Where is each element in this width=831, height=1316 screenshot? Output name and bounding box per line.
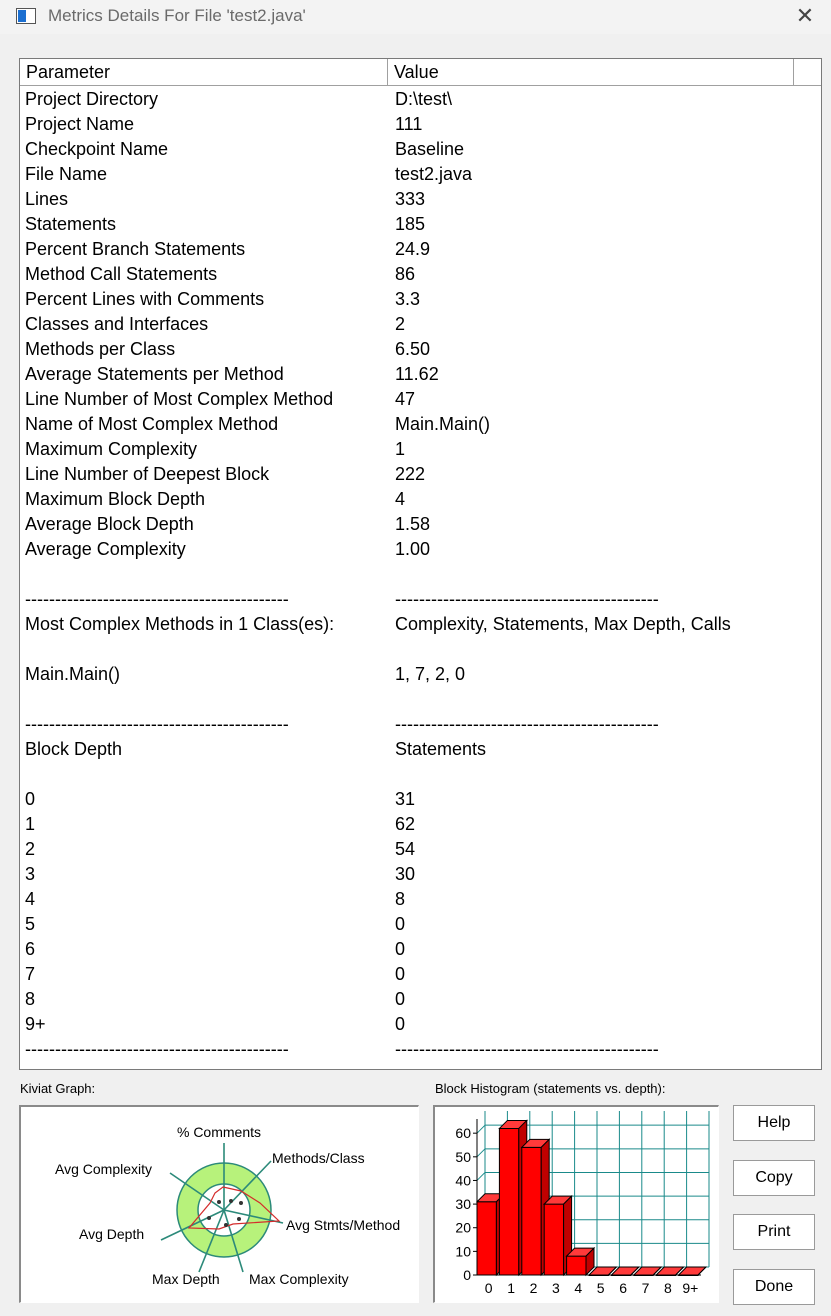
parameter-cell: File Name xyxy=(25,164,108,184)
parameter-cell: 4 xyxy=(25,889,36,909)
parameter-cell: Classes and Interfaces xyxy=(25,314,209,334)
value-cell: 86 xyxy=(395,264,416,284)
parameter-cell: Name of Most Complex Method xyxy=(25,414,279,434)
value-cell: 47 xyxy=(395,389,416,409)
x-tick-label: 8 xyxy=(664,1280,672,1296)
parameter-cell: Average Complexity xyxy=(25,539,186,559)
parameter-cell: 1 xyxy=(25,814,36,834)
y-tick-label: 30 xyxy=(455,1196,471,1213)
value-cell: 111 xyxy=(395,114,423,134)
value-cell: Statements xyxy=(395,739,487,759)
value-cell: 1, 7, 2, 0 xyxy=(395,664,466,684)
parameter-cell: Average Block Depth xyxy=(25,514,194,534)
close-icon[interactable]: ✕ xyxy=(795,3,815,28)
y-tick-label: 50 xyxy=(455,1148,471,1165)
kiviat-axis-max-depth: Max Depth xyxy=(152,1271,220,1287)
parameter-cell: Percent Branch Statements xyxy=(25,239,246,259)
kiviat-label: Kiviat Graph: xyxy=(20,1081,96,1096)
copy-button[interactable]: Copy xyxy=(733,1160,815,1196)
help-button[interactable]: Help xyxy=(733,1105,815,1141)
value-cell: 24.9 xyxy=(395,239,431,259)
metrics-list[interactable] xyxy=(19,58,822,1070)
value-cell: 2 xyxy=(395,314,406,334)
value-cell: D:\test\ xyxy=(395,89,453,109)
parameter-cell: Maximum Block Depth xyxy=(25,489,206,509)
app-icon xyxy=(16,8,36,24)
print-button[interactable]: Print xyxy=(733,1214,815,1250)
value-cell: 30 xyxy=(395,864,416,884)
histogram-bar xyxy=(567,1248,594,1275)
value-cell: 1.00 xyxy=(395,539,431,559)
value-cell: 185 xyxy=(395,214,426,234)
kiviat-axis-avg-depth: Avg Depth xyxy=(79,1226,145,1242)
value-cell: 0 xyxy=(395,939,406,959)
parameter-cell: Methods per Class xyxy=(25,339,176,359)
y-tick-label: 40 xyxy=(455,1172,471,1189)
kiviat-graph xyxy=(19,1105,419,1303)
x-tick-label: 1 xyxy=(507,1280,515,1296)
value-cell: 6.50 xyxy=(395,339,431,359)
value-cell: Baseline xyxy=(395,139,465,159)
kiviat-axis-comments: % Comments xyxy=(176,1124,262,1140)
value-cell: 0 xyxy=(395,989,406,1009)
parameter-cell: Maximum Complexity xyxy=(25,439,198,459)
parameter-cell: 8 xyxy=(25,989,36,1009)
parameter-cell: Checkpoint Name xyxy=(25,139,169,159)
parameter-cell: Block Depth xyxy=(25,739,123,759)
x-tick-label: 9+ xyxy=(682,1280,699,1296)
parameter-cell: 7 xyxy=(25,964,36,984)
histogram-svg xyxy=(435,1107,717,1301)
parameter-cell: -------------------------------------------- xyxy=(25,714,289,734)
parameter-cell: 9+ xyxy=(25,1014,46,1034)
list-header xyxy=(20,59,821,86)
block-histogram xyxy=(433,1105,719,1303)
parameter-cell: Project Directory xyxy=(25,89,159,109)
value-cell: test2.java xyxy=(395,164,473,184)
parameter-cell: 2 xyxy=(25,839,36,859)
parameter-cell: 6 xyxy=(25,939,36,959)
histogram-label: Block Histogram (statements vs. depth): xyxy=(435,1081,666,1096)
x-tick-label: 6 xyxy=(619,1280,627,1296)
value-cell: -------------------------------------------- xyxy=(395,589,659,609)
value-cell: 222 xyxy=(395,464,426,484)
y-tick-label: 10 xyxy=(455,1243,471,1260)
value-cell: 0 xyxy=(395,964,406,984)
parameter-cell: Most Complex Methods in 1 Class(es): xyxy=(25,614,335,634)
parameter-cell: 5 xyxy=(25,914,36,934)
kiviat-axis-max-complexity: Max Complexity xyxy=(249,1271,349,1287)
parameter-cell: Average Statements per Method xyxy=(25,364,284,384)
value-cell: 62 xyxy=(395,814,416,834)
kiviat-axis-methods-class: Methods/Class xyxy=(272,1150,365,1166)
y-tick-label: 20 xyxy=(455,1219,471,1236)
parameter-cell: Percent Lines with Comments xyxy=(25,289,265,309)
parameter-cell: 3 xyxy=(25,864,36,884)
header-value[interactable]: Value xyxy=(388,59,794,85)
x-tick-label: 3 xyxy=(552,1280,560,1296)
value-cell: 54 xyxy=(395,839,416,859)
parameter-cell: -------------------------------------------- xyxy=(25,589,289,609)
value-cell: Complexity, Statements, Max Depth, Calls xyxy=(395,614,731,634)
x-tick-label: 7 xyxy=(641,1280,650,1296)
value-cell: 31 xyxy=(395,789,416,809)
title-bar xyxy=(0,0,831,34)
value-cell: 0 xyxy=(395,1014,406,1034)
value-cell: -------------------------------------------- xyxy=(395,1039,659,1059)
x-tick-label: 4 xyxy=(574,1280,583,1296)
header-parameter[interactable]: Parameter xyxy=(20,59,388,85)
parameter-cell: Lines xyxy=(25,189,69,209)
value-cell: 0 xyxy=(395,914,406,934)
x-tick-label: 5 xyxy=(596,1280,605,1296)
parameter-cell: Method Call Statements xyxy=(25,264,218,284)
parameter-cell: Line Number of Most Complex Method xyxy=(25,389,334,409)
value-cell: 333 xyxy=(395,189,426,209)
value-cell: 3.3 xyxy=(395,289,421,309)
value-cell: 11.62 xyxy=(395,364,439,384)
y-tick-label: 60 xyxy=(455,1125,471,1142)
value-cell: 1 xyxy=(395,439,406,459)
kiviat-axis-avg-complexity: Avg Complexity xyxy=(55,1161,153,1177)
x-tick-label: 2 xyxy=(529,1280,538,1296)
parameter-cell: Main.Main() xyxy=(25,664,121,684)
y-tick-label: 0 xyxy=(463,1267,471,1283)
parameter-cell: 0 xyxy=(25,789,36,809)
value-cell: 4 xyxy=(395,489,406,509)
kiviat-svg xyxy=(21,1107,417,1301)
parameter-cell: Statements xyxy=(25,214,117,234)
parameter-cell: Project Name xyxy=(25,114,135,134)
done-button[interactable]: Done xyxy=(733,1269,815,1305)
window-title: Metrics Details For File 'test2.java' xyxy=(48,6,306,25)
value-cell: Main.Main() xyxy=(395,414,491,434)
x-tick-label: 0 xyxy=(484,1280,493,1296)
parameter-cell: -------------------------------------------- xyxy=(25,1039,289,1059)
kiviat-axis-avg-stmts: Avg Stmts/Method xyxy=(286,1217,401,1233)
value-cell: 1.58 xyxy=(395,514,431,534)
parameter-cell: Line Number of Deepest Block xyxy=(25,464,270,484)
value-cell: 8 xyxy=(395,889,406,909)
value-cell: -------------------------------------------- xyxy=(395,714,659,734)
